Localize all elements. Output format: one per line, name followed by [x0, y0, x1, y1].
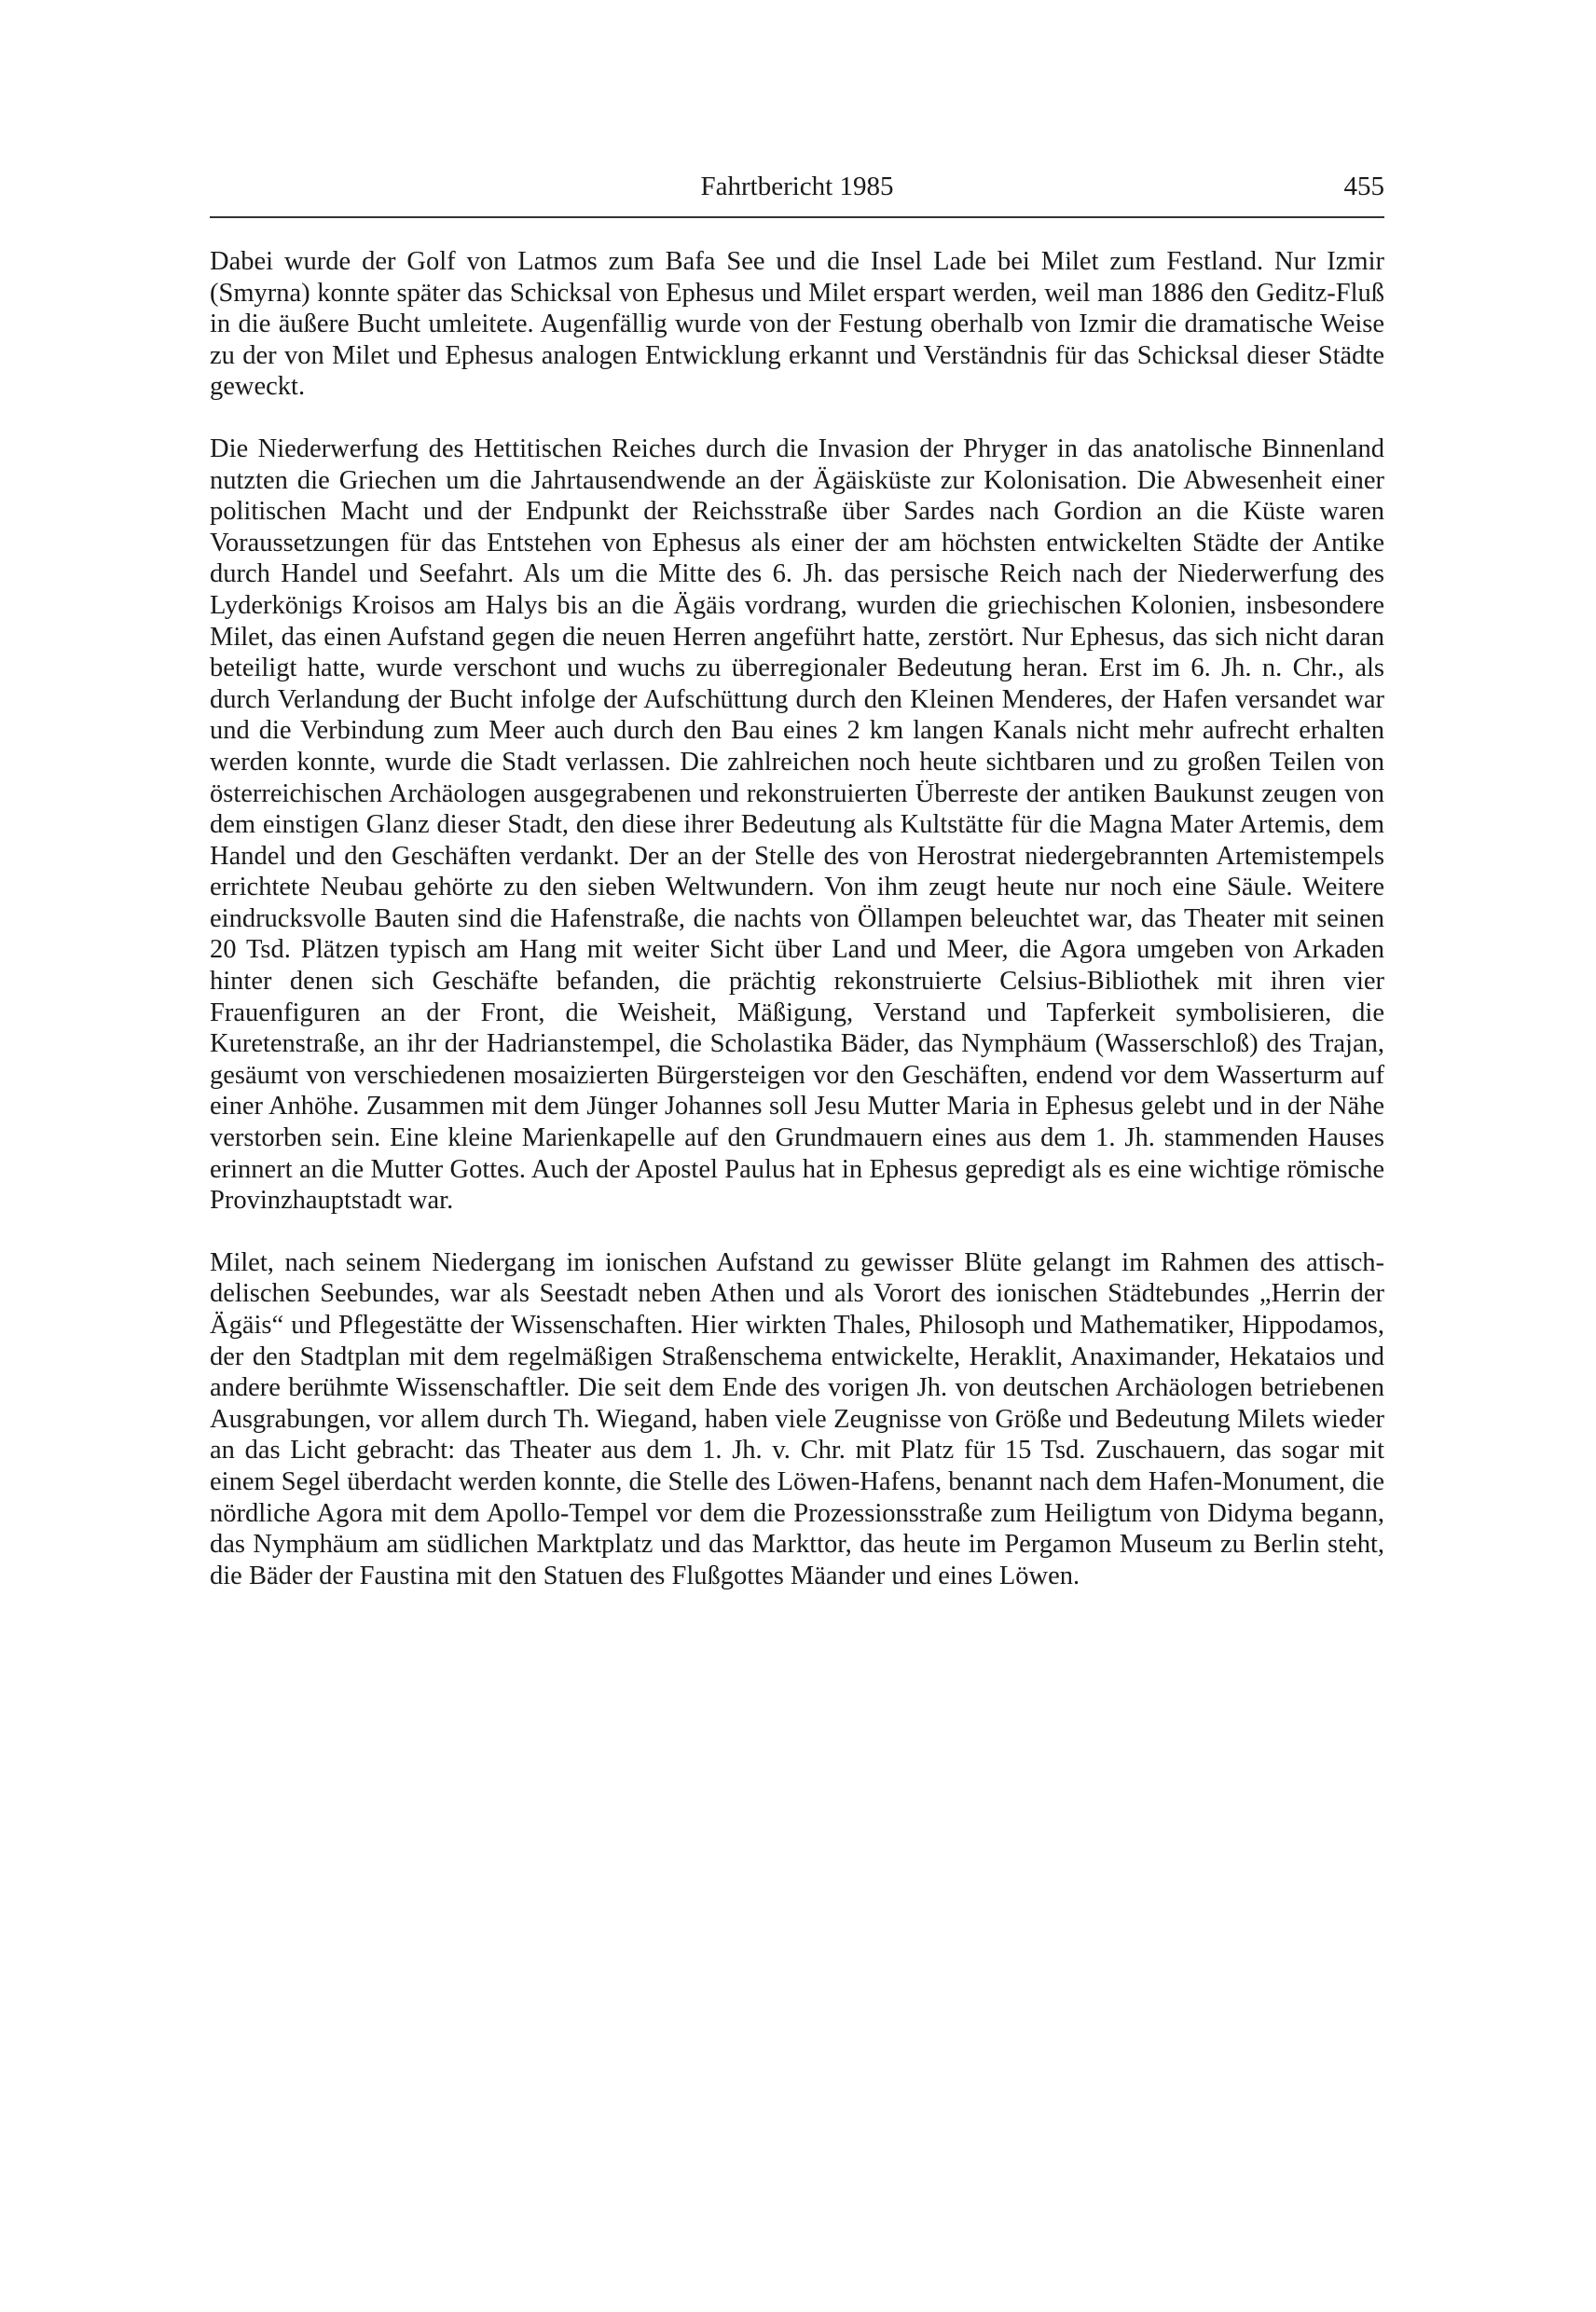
paragraph-latmos: Dabei wurde der Golf von Latmos zum Bafa See und die Insel Lade bei Milet zum Festland. Nur Izmir (Smyrna) konnte später das Schicksal von Ephesus und Milet erspart werden, weil man 1886 den Geditz-Fluß in die äußere Bucht umleitete. Augenfällig wurde von der Festung oberhalb von Izmir die dramatische Weise zu der von Milet und Ephesus analogen Entwicklung erkannt und Verständnis für das Schicksal dieser Städte geweckt.	[210, 247, 1384, 402]
page-number: 455	[1343, 172, 1384, 201]
running-head-title: Fahrtbericht 1985	[700, 172, 894, 201]
page	[210, 168, 1384, 1622]
body-text	[210, 246, 1384, 1591]
paragraph-milet: Milet, nach seinem Niedergang im ionischen Aufstand zu gewisser Blüte gelangt im Rahmen des attisch-delischen Seebundes, war als Seestadt neben Athen und als Vorort des ionischen Städtebundes „Herrin der Ägäis“ und Pflegestätte der Wissenschaften. Hier wirkten Thales, Philosoph und Mathematiker, Hippodamos, der den Stadtplan mit dem regelmäßigen Straßenschema entwickelte, Heraklit, Anaximander, Hekataios und andere berühmte Wissenschaftler. Die seit dem Ende des vorigen Jh. von deutschen Archäologen betriebenen Ausgrabungen, vor allem durch Th. Wiegand, haben viele Zeugnisse von Größe und Bedeutung Milets wieder an das Licht gebracht: das Theater aus dem 1. Jh. v. Chr. mit Platz für 15 Tsd. Zuschauern, das sogar mit einem Segel überdacht werden konnte, die Stelle des Löwen-Hafens, benannt nach dem Hafen-Monument, die nördliche Agora mit dem Apollo-Tempel vor dem die Prozessionsstraße zum Heiligtum von Didyma begann, das Nymphäum am südlichen Marktplatz und das Markttor, das heute im Pergamon Museum zu Berlin steht, die Bäder der Faustina mit den Statuen des Flußgottes Mäander und eines Löwen.	[210, 1247, 1384, 1590]
running-head	[210, 168, 1384, 218]
paragraph-ephesus: Die Niederwerfung des Hettitischen Reiches durch die Invasion der Phryger in das anatolische Binnenland nutzten die Griechen um die Jahrtausendwende an der Ägäisküste zur Kolonisation. Die Abwesenheit einer politischen Macht und der Endpunkt der Reichsstraße über Sardes nach Gordion an die Küste waren Voraussetzungen für das Entstehen von Ephesus als einer der am höchsten entwickelten Städte der Antike durch Handel und Seefahrt. Als um die Mitte des 6. Jh. das persische Reich nach der Niederwerfung des Lyderkönigs Kroisos am Halys bis an die Ägäis vordrang, wurden die griechischen Kolonien, insbesondere Milet, das einen Aufstand gegen die neuen Herren angeführt hatte, zerstört. Nur Ephesus, das sich nicht daran beteiligt hatte, wurde verschont und wuchs zu überregionaler Bedeutung heran. Erst im 6. Jh. n. Chr., als durch Verlandung der Bucht infolge der Aufschüttung durch den Kleinen Menderes, der Hafen versandet war und die Verbindung zum Meer auch durch den Bau eines 2 km langen Kanals nicht mehr aufrecht erhalten werden konnte, wurde die Stadt verlassen. Die zahlreichen noch heute sichtbaren und zu großen Teilen von österreichischen Archäologen ausgegrabenen und rekonstruierten Überreste der antiken Baukunst zeugen von dem einstigen Glanz dieser Stadt, den diese ihrer Bedeutung als Kultstätte für die Magna Mater Artemis, dem Handel und den Geschäften verdankt. Der an der Stelle des von Herostrat niedergebrannten Artemistempels errichtete Neubau gehörte zu den sieben Weltwundern. Von ihm zeugt heute nur noch eine Säule. Weitere eindrucksvolle Bauten sind die Hafenstraße, die nachts von Öllampen beleuchtet war, das Theater mit seinen 20 Tsd. Plätzen typisch am Hang mit weiter Sicht über Land und Meer, die Agora umgeben von Arkaden hinter denen sich Geschäfte befanden, die prächtig rekonstruierte Celsius-Bibliothek mit ihren vier Frauenfiguren an der Front, die Weisheit, Mäßigung, Verstand und Tapferkeit symbolisieren, die Kuretenstraße, an ihr der Hadrianstempel, die Scholastika Bäder, das Nymphäum (Wasserschloß) des Trajan, gesäumt von verschiedenen mosaizierten Bürgersteigen vor den Geschäften, endend vor dem Wasserturm auf einer Anhöhe. Zusammen mit dem Jünger Johannes soll Jesu Mutter Maria in Ephesus gelebt und in der Nähe verstorben sein. Eine kleine Marienkapelle auf den Grundmauern eines aus dem 1. Jh. stammenden Hauses erinnert an die Mutter Gottes. Auch der Apostel Paulus hat in Ephesus gepredigt als es eine wichtige römische Provinzhauptstadt war.	[210, 434, 1384, 1216]
